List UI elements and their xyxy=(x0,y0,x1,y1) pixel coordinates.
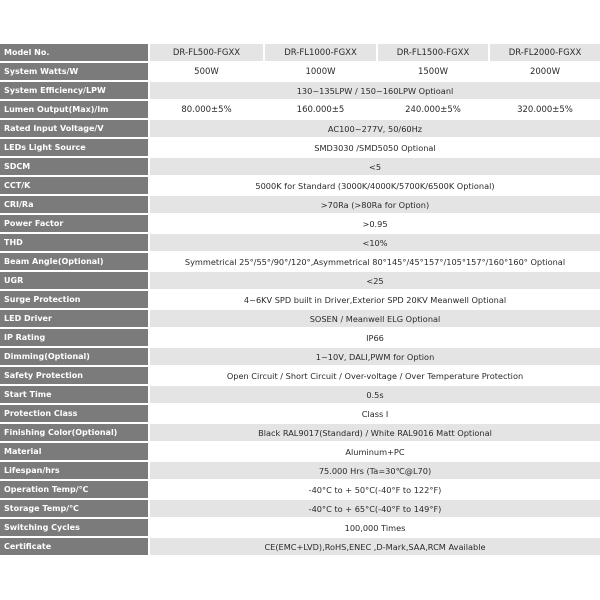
spec-label: Lumen Output(Max)/lm xyxy=(0,101,150,120)
spec-value: 130~135LPW / 150~160LPW Optioanl xyxy=(150,82,600,101)
spec-label: System Efficiency/LPW xyxy=(0,82,150,101)
spec-label: THD xyxy=(0,234,150,253)
spec-row xyxy=(0,481,600,500)
spec-label: Model No. xyxy=(0,44,150,63)
spec-label: System Watts/W xyxy=(0,63,150,82)
spec-label: CRI/Ra xyxy=(0,196,150,215)
spec-row xyxy=(0,519,600,538)
spec-row xyxy=(0,367,600,386)
spec-row xyxy=(0,82,600,101)
spec-row xyxy=(0,462,600,481)
spec-label: Rated Input Voltage/V xyxy=(0,120,150,139)
spec-row xyxy=(0,310,600,329)
spec-label: Lifespan/hrs xyxy=(0,462,150,481)
spec-table xyxy=(0,44,600,557)
spec-value: 5000K for Standard (3000K/4000K/5700K/6500K Optional) xyxy=(150,177,600,196)
spec-value: Black RAL9017(Standard) / White RAL9016 Matt Optional xyxy=(150,424,600,443)
spec-row xyxy=(0,272,600,291)
spec-row xyxy=(0,348,600,367)
spec-label: Certificate xyxy=(0,538,150,557)
spec-value: <25 xyxy=(150,272,600,291)
spec-row xyxy=(0,63,600,82)
spec-value: <5 xyxy=(150,158,600,177)
spec-label: LEDs Light Source xyxy=(0,139,150,158)
spec-table-body xyxy=(0,44,600,557)
spec-value: SMD3030 /SMD5050 Optional xyxy=(150,139,600,158)
spec-row xyxy=(0,196,600,215)
spec-value: -40°C to + 50°C(-40°F to 122°F) xyxy=(150,481,600,500)
spec-row xyxy=(0,291,600,310)
spec-label: Finishing Color(Optional) xyxy=(0,424,150,443)
spec-value-cell: 320.000±5% xyxy=(488,101,600,120)
spec-row xyxy=(0,139,600,158)
spec-row xyxy=(0,329,600,348)
spec-label: Beam Angle(Optional) xyxy=(0,253,150,272)
spec-row xyxy=(0,500,600,519)
spec-row xyxy=(0,101,600,120)
spec-row xyxy=(0,120,600,139)
spec-label: Switching Cycles xyxy=(0,519,150,538)
spec-value: 75.000 Hrs (Ta=30℃@L70) xyxy=(150,462,600,481)
spec-label: Power Factor xyxy=(0,215,150,234)
spec-label: Safety Protection xyxy=(0,367,150,386)
spec-value: >0.95 xyxy=(150,215,600,234)
spec-value-cell: 240.000±5% xyxy=(376,101,488,120)
spec-value-cell: 1000W xyxy=(263,63,376,82)
spec-value-cell: 2000W xyxy=(488,63,600,82)
spec-value: -40°C to + 65°C(-40°F to 149°F) xyxy=(150,500,600,519)
spec-value: Open Circuit / Short Circuit / Over-voltage / Over Temperature Protection xyxy=(150,367,600,386)
spec-label: Dimming(Optional) xyxy=(0,348,150,367)
spec-label: LED Driver xyxy=(0,310,150,329)
spec-value-cell: DR-FL1500-FGXX xyxy=(376,44,488,63)
spec-value: 0.5s xyxy=(150,386,600,405)
spec-value-cell: 160.000±5 xyxy=(263,101,376,120)
spec-row xyxy=(0,424,600,443)
spec-value-cell: 80.000±5% xyxy=(150,101,263,120)
spec-value-cell: DR-FL1000-FGXX xyxy=(263,44,376,63)
spec-value: AC100~277V, 50/60Hz xyxy=(150,120,600,139)
spec-value: Aluminum+PC xyxy=(150,443,600,462)
spec-label: Storage Temp/℃ xyxy=(0,500,150,519)
spec-label: Operation Temp/℃ xyxy=(0,481,150,500)
spec-value: CE(EMC+LVD),RoHS,ENEC ,D-Mark,SAA,RCM Available xyxy=(150,538,600,557)
spec-row xyxy=(0,538,600,557)
spec-label: IP Rating xyxy=(0,329,150,348)
spec-row xyxy=(0,253,600,272)
spec-value: >70Ra (>80Ra for Option) xyxy=(150,196,600,215)
spec-label: Surge Protection xyxy=(0,291,150,310)
spec-row xyxy=(0,405,600,424)
spec-value: IP66 xyxy=(150,329,600,348)
spec-label: SDCM xyxy=(0,158,150,177)
spec-value: 4~6KV SPD built in Driver,Exterior SPD 20KV Meanwell Optional xyxy=(150,291,600,310)
spec-row xyxy=(0,234,600,253)
spec-value: Class Ⅰ xyxy=(150,405,600,424)
spec-value: <10% xyxy=(150,234,600,253)
spec-row xyxy=(0,44,600,63)
spec-label: Protection Class xyxy=(0,405,150,424)
spec-value: 1~10V, DALI,PWM for Option xyxy=(150,348,600,367)
spec-label: Material xyxy=(0,443,150,462)
spec-row xyxy=(0,158,600,177)
spec-label: CCT/K xyxy=(0,177,150,196)
spec-value-cell: DR-FL500-FGXX xyxy=(150,44,263,63)
spec-label: UGR xyxy=(0,272,150,291)
spec-value-cell: 500W xyxy=(150,63,263,82)
spec-row xyxy=(0,386,600,405)
spec-value: Symmetrical 25°/55°/90°/120°,Asymmetrical 80°145°/45°157°/105°157°/160°160° Optional xyxy=(150,253,600,272)
spec-value: SOSEN / Meanwell ELG Optional xyxy=(150,310,600,329)
spec-label: Start Time xyxy=(0,386,150,405)
spec-value-cell: 1500W xyxy=(376,63,488,82)
spec-row xyxy=(0,177,600,196)
spec-value-cell: DR-FL2000-FGXX xyxy=(488,44,600,63)
spec-row xyxy=(0,215,600,234)
spec-row xyxy=(0,443,600,462)
spec-value: 100,000 Times xyxy=(150,519,600,538)
